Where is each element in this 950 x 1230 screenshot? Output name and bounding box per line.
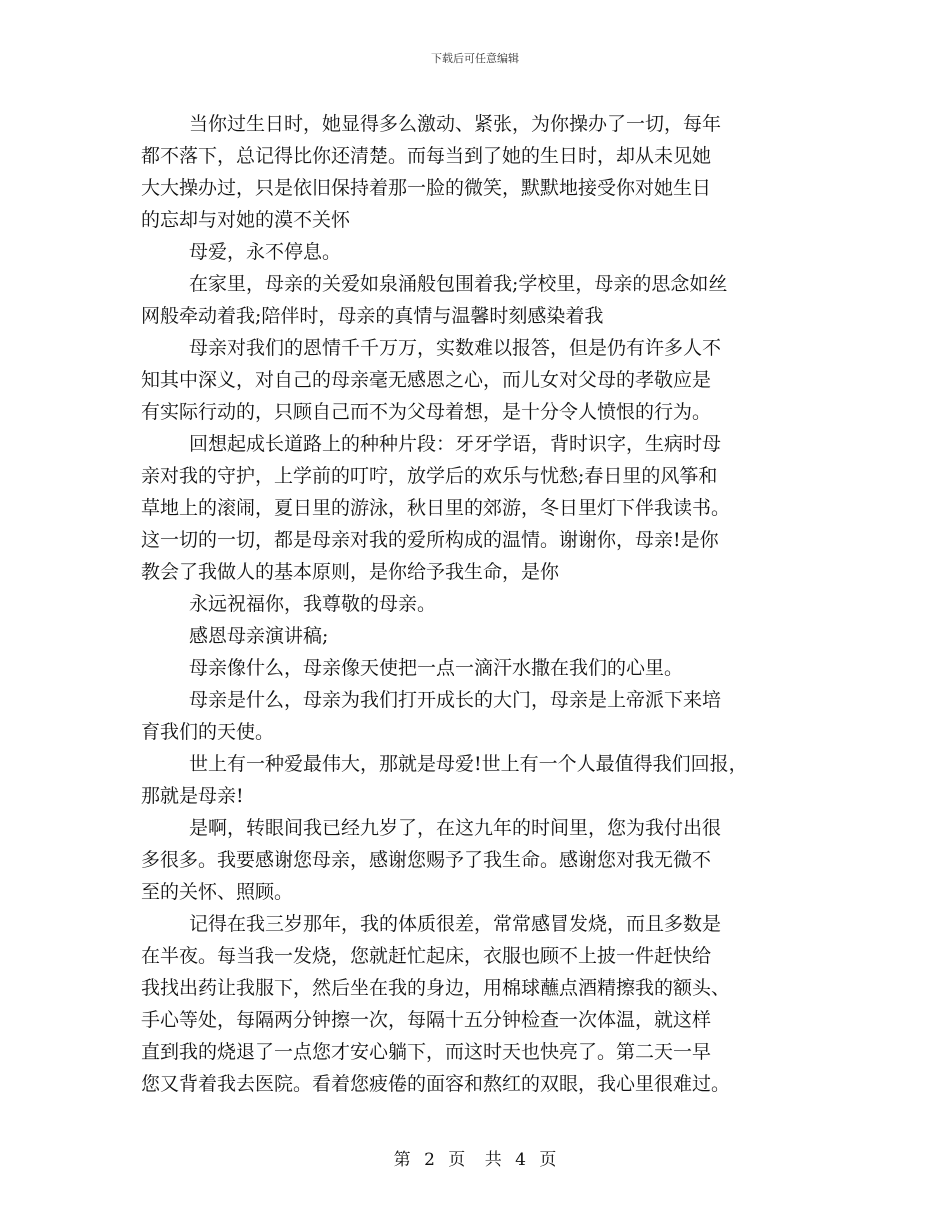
paragraph-line: 母爱，永不停息。 — [189, 241, 342, 263]
paragraph-line: 在家里，母亲的关爱如泉涌般包围着我;学校里，母亲的思念如丝 — [189, 273, 728, 295]
paragraph-line: 记得在我三岁那年，我的体质很差，常常感冒发烧，而且多数是 — [189, 913, 722, 935]
page-number-footer — [0, 1149, 950, 1171]
paragraph-line: 母亲对我们的恩情千千万万，实数难以报答，但是仍有许多人不 — [189, 337, 722, 359]
footer-label-page: 页 — [448, 1150, 466, 1170]
paragraph-line: 都不落下，总记得比你还清楚。而每当到了她的生日时，却从未见她 — [141, 145, 712, 167]
paragraph-line: 手心等处，每隔两分钟擦一次，每隔十五分钟检查一次体温，就这样 — [141, 1009, 712, 1031]
paragraph-line: 母亲是什么，母亲为我们打开成长的大门，母亲是上帝派下来培 — [189, 689, 722, 711]
page-header — [0, 52, 950, 66]
paragraph-line: 亲对我的守护，上学前的叮咛，放学后的欢乐与忧愁;春日里的风筝和 — [141, 465, 718, 487]
paragraph-line: 母亲像什么，母亲像天使把一点一滴汗水撒在我们的心里。 — [189, 657, 684, 679]
paragraph-line: 育我们的天使。 — [141, 721, 275, 743]
total-pages-number: 4 — [515, 1150, 526, 1170]
footer-label-total: 共 — [484, 1150, 502, 1170]
paragraph-line: 这一切的一切，都是母亲对我的爱所构成的温情。谢谢你，母亲!是你 — [141, 529, 719, 551]
paragraph-line: 那就是母亲! — [141, 785, 244, 807]
paragraph-line: 您又背着我去医院。看着您疲倦的面容和熬红的双眼，我心里很难过。 — [141, 1073, 731, 1095]
paragraph-line: 网般牵动着我;陪伴时，母亲的真情与温馨时刻感染着我 — [141, 305, 604, 327]
paragraph-line: 是啊，转眼间我已经九岁了，在这九年的时间里，您为我付出很 — [189, 817, 722, 839]
paragraph-line: 多很多。我要感谢您母亲，感谢您赐予了我生命。感谢您对我无微不 — [141, 849, 712, 871]
paragraph-line: 知其中深义，对自己的母亲毫无感恩之心，而儿女对父母的孝敬应是 — [141, 369, 712, 391]
current-page-number: 2 — [424, 1150, 435, 1170]
paragraph-line: 我找出药让我服下，然后坐在我的身边，用棉球蘸点酒精擦我的额头、 — [141, 977, 731, 999]
header-text: 下载后可任意编辑 — [431, 52, 519, 65]
paragraph-line: 的忘却与对她的漠不关怀 — [141, 209, 351, 231]
paragraph-line: 教会了我做人的基本原则，是你给予我生命，是你 — [141, 561, 560, 583]
paragraph-line: 大大操办过，只是依旧保持着那一脸的微笑，默默地接受你对她生日 — [141, 177, 712, 199]
paragraph-line: 感恩母亲演讲稿; — [189, 625, 329, 647]
paragraph-line: 永远祝福你，我尊敬的母亲。 — [189, 593, 437, 615]
paragraph-line: 至的关怀、照顾。 — [141, 881, 294, 903]
footer-label-before: 第 — [393, 1150, 411, 1170]
paragraph-line: 世上有一种爱最伟大，那就是母爱!世上有一个人最值得我们回报， — [189, 753, 748, 775]
document-body — [141, 108, 811, 1100]
paragraph-line: 直到我的烧退了一点您才安心躺下，而这时天也快亮了。第二天一早 — [141, 1041, 712, 1063]
paragraph-line: 在半夜。每当我一发烧，您就赶忙起床，衣服也顾不上披一件赶快给 — [141, 945, 712, 967]
paragraph-line: 当你过生日时，她显得多么激动、紧张，为你操办了一切，每年 — [189, 113, 722, 135]
paragraph-line: 草地上的滚闹，夏日里的游泳，秋日里的郊游，冬日里灯下伴我读书。 — [141, 497, 731, 519]
footer-label-after: 页 — [539, 1150, 557, 1170]
paragraph-line: 回想起成长道路上的种种片段：牙牙学语，背时识字，生病时母 — [189, 433, 722, 455]
paragraph-line: 有实际行动的，只顾自己而不为父母着想，是十分令人愤恨的行为。 — [141, 401, 712, 423]
